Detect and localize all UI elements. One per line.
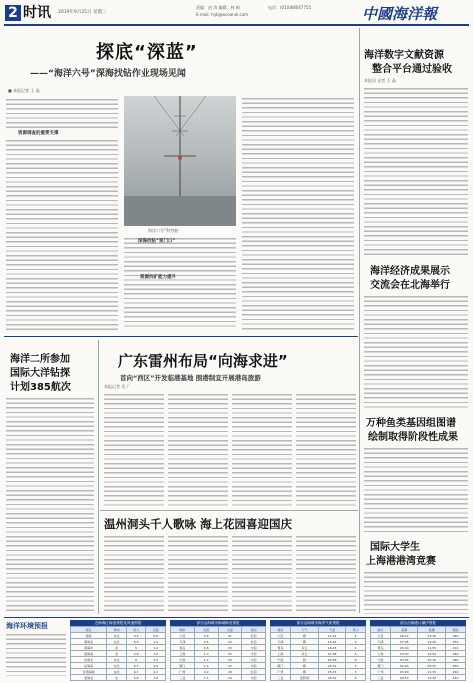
table-cell: 11:55: [418, 645, 446, 651]
table-cell: 5: [346, 657, 366, 663]
table-cell: 23: [218, 645, 242, 651]
right-bottom-title-2: 上海港港湾竞赛: [366, 556, 436, 567]
table-cell: 中浪: [242, 651, 266, 657]
table-row: [271, 675, 366, 681]
table-cell: 26-32: [318, 675, 345, 681]
table-cell: 雷阵雨: [290, 675, 318, 681]
right-lower-body: [364, 446, 468, 532]
left-box-body: [6, 396, 94, 612]
guangdong-body-3: [232, 392, 292, 506]
table-header-cell: 海况: [242, 627, 266, 633]
feature-photo: [124, 96, 236, 226]
table-row: [171, 675, 266, 681]
guangdong-byline: 本报记者 吴 广: [104, 384, 131, 389]
left-box-title-1: 海洋二所参加: [10, 354, 70, 365]
table-cell: 6-7: [126, 669, 146, 675]
forecast-table: [370, 626, 466, 681]
guangdong-body-4: [296, 392, 356, 506]
table-header-cell: 风力: [126, 627, 146, 633]
table-cell: 南海北: [71, 675, 107, 681]
editor-line: 责编：赵 涛 编辑：林 枫: [196, 5, 240, 10]
table-cell: 29: [218, 675, 242, 681]
table-cell: 5-6: [126, 639, 146, 645]
table-cell: 东北: [107, 669, 127, 675]
feature-body-col2: [124, 236, 236, 330]
table-cell: 1.2: [194, 657, 218, 663]
table-cell: 0.9: [194, 669, 218, 675]
table-cell: 21: [218, 633, 242, 639]
right-middle-title-1: 海洋经济成果展示: [370, 266, 450, 277]
table-cell: 350: [445, 639, 465, 645]
table-cell: 08:55: [418, 663, 446, 669]
table-cell: 渤海: [71, 633, 107, 639]
table-cell: 大连: [171, 633, 195, 639]
forecast-table-title: 部分沿海城市海域海况预报: [170, 620, 266, 626]
feature-body-col1: [6, 97, 118, 129]
forecast-table-block: [70, 620, 166, 681]
phone-line: 电话：(010)68047755: [268, 5, 312, 10]
table-header-cell: 风力: [346, 627, 366, 633]
footer-logo: 海洋环境预报: [6, 622, 48, 630]
table-cell: 380: [445, 651, 465, 657]
table-cell: 青岛: [271, 645, 291, 651]
table-cell: 1.2: [146, 639, 166, 645]
table-header-cell: 浪高: [146, 627, 166, 633]
right-lower-title-1: 万种鱼类基因组图谱: [366, 418, 456, 429]
table-cell: 22: [218, 639, 242, 645]
table-cell: 260: [445, 669, 465, 675]
table-cell: 05:40: [390, 645, 418, 651]
table-cell: 广州: [171, 669, 195, 675]
table-cell: 07:05: [390, 639, 418, 645]
table-row: [71, 675, 166, 681]
table-cell: 390: [445, 657, 465, 663]
table-cell: 中浪: [242, 657, 266, 663]
table-cell: 晴: [290, 633, 318, 639]
table-cell: 台湾海峡: [71, 669, 107, 675]
table-cell: 25: [218, 651, 242, 657]
table-cell: 4: [346, 633, 366, 639]
table-cell: 黄海中: [71, 645, 107, 651]
table-cell: 广州: [371, 669, 391, 675]
table-header-cell: 低潮: [418, 627, 446, 633]
feature-title: 探底“深蓝”: [96, 42, 198, 63]
table-cell: 上海: [371, 651, 391, 657]
table-cell: 0.8: [194, 645, 218, 651]
feature-body-col3: [242, 96, 354, 330]
right-bottom-title-1: 国际大学生: [370, 542, 420, 553]
table-cell: 10:10: [418, 657, 446, 663]
ship-derrick-graphic: [124, 96, 236, 226]
table-cell: 中浪: [242, 645, 266, 651]
right-top-byline: 本报讯 记者 王 晶: [364, 78, 396, 83]
table-cell: 4-5: [126, 633, 146, 639]
forecast-table: [170, 626, 266, 681]
right-bottom-body: [364, 570, 468, 614]
footer-logo-notes: [6, 632, 66, 676]
forecast-table-block: [370, 620, 466, 681]
table-header-cell: 气温: [318, 627, 345, 633]
guangdong-title: 广东雷州布局“向海求进”: [118, 352, 288, 370]
table-header-cell: 城市: [271, 627, 291, 633]
table-cell: 25-33: [318, 669, 345, 675]
feature-byline: ■ 本报记者 王 晶: [8, 88, 40, 93]
table-cell: 0.8: [146, 633, 166, 639]
table-cell: 中浪: [242, 663, 266, 669]
table-cell: 14-24: [318, 633, 345, 639]
table-cell: 宁波: [371, 657, 391, 663]
table-header-cell: 城市: [171, 627, 195, 633]
table-cell: 黄海北: [71, 639, 107, 645]
table-cell: 13:20: [418, 639, 446, 645]
right-top-title-2: 整合平台通过验收: [372, 64, 452, 75]
table-cell: 晴: [290, 669, 318, 675]
feature-subhead-2: 深海找钻“家门口”: [138, 239, 176, 244]
table-header-cell: 海区: [71, 627, 107, 633]
forecast-table-block: [170, 620, 266, 681]
table-cell: 0.5: [194, 639, 218, 645]
table-cell: 5-6: [126, 651, 146, 657]
wenzhou-body-1: [104, 534, 164, 612]
table-cell: 15:40: [418, 675, 446, 681]
table-cell: 北: [107, 645, 127, 651]
table-cell: 多云: [290, 651, 318, 657]
wenzhou-body-4: [296, 534, 356, 612]
table-cell: 3: [346, 639, 366, 645]
table-cell: 1.1: [194, 675, 218, 681]
table-cell: 上海: [271, 651, 291, 657]
table-cell: 宁波: [271, 657, 291, 663]
table-cell: 三亚: [371, 675, 391, 681]
table-cell: 4: [346, 651, 366, 657]
forecast-table: [70, 626, 166, 681]
table-cell: 东北: [107, 639, 127, 645]
table-header-cell: 风向: [107, 627, 127, 633]
table-cell: 5-6: [126, 675, 146, 681]
guangdong-body-2: [168, 392, 228, 506]
table-cell: 5: [346, 663, 366, 669]
table-header-cell: 高潮: [390, 627, 418, 633]
table-cell: 560: [445, 663, 465, 669]
table-cell: 4: [346, 645, 366, 651]
forecast-table-title: 近海海区海浪预报及风速预报: [70, 620, 166, 626]
table-cell: 天津: [171, 639, 195, 645]
wenzhou-body-2: [168, 534, 228, 612]
table-row: [371, 675, 466, 681]
table-cell: 6: [126, 657, 146, 663]
table-cell: 2.2: [146, 669, 166, 675]
forecast-table: [270, 626, 366, 681]
table-cell: 26: [218, 657, 242, 663]
table-cell: 05:20: [390, 669, 418, 675]
right-top-title-1: 海洋数字文献资源: [364, 50, 444, 61]
table-cell: 04:30: [390, 651, 418, 657]
table-cell: 27: [218, 663, 242, 669]
table-cell: 09:10: [390, 675, 418, 681]
table-cell: 东北: [107, 633, 127, 639]
table-header-cell: 港口: [371, 627, 391, 633]
table-cell: 上海: [171, 651, 195, 657]
table-cell: 大连: [271, 633, 291, 639]
table-cell: 18-25: [318, 645, 345, 651]
table-cell: 3: [346, 669, 366, 675]
right-lower-title-2: 绘制取得阶段性成果: [368, 432, 458, 443]
table-cell: 2.0: [146, 657, 166, 663]
table-cell: 阴: [290, 657, 318, 663]
table-cell: 东北: [107, 663, 127, 669]
table-cell: 0.6: [194, 633, 218, 639]
table-cell: 东海南: [71, 663, 107, 669]
table-cell: 02:40: [390, 663, 418, 669]
guangdong-body-1: [104, 392, 164, 506]
feature-subtitle: ——“海洋六号”深海找钻作业现场见闻: [30, 69, 186, 79]
table-cell: 轻浪: [242, 669, 266, 675]
table-cell: 15-26: [318, 639, 345, 645]
table-cell: 10:50: [418, 651, 446, 657]
table-cell: 宁波: [171, 657, 195, 663]
footer-rule: [4, 617, 469, 618]
table-cell: 12:30: [418, 633, 446, 639]
table-cell: 1.0: [146, 645, 166, 651]
table-cell: 28: [218, 669, 242, 675]
table-cell: 410: [445, 645, 465, 651]
mid-rule: [4, 336, 358, 337]
table-cell: 北: [107, 651, 127, 657]
email-line: E-mail: hyb@oceanol.com: [196, 12, 249, 17]
table-cell: 青岛: [371, 645, 391, 651]
table-cell: 11:35: [418, 669, 446, 675]
wenzhou-rule: [100, 510, 358, 511]
table-cell: 22-28: [318, 657, 345, 663]
table-cell: 轻浪: [242, 633, 266, 639]
wenzhou-title: 温州洞头千人歌咏 海上花园喜迎国庆: [104, 517, 293, 531]
forecast-table-title: 部分沿海港口潮汐预报: [370, 620, 466, 626]
right-top-body: [364, 86, 468, 256]
right-middle-title-2: 交流会在北海举行: [370, 280, 450, 291]
left-box-divider: [98, 340, 99, 614]
page-number-badge: 2: [5, 5, 21, 21]
masthead-rule: [4, 24, 469, 26]
table-cell: 三亚: [171, 675, 195, 681]
table-cell: 06:12: [390, 633, 418, 639]
feature-subhead-3: 资源找矿能力提升: [140, 275, 176, 280]
table-cell: 黄海南: [71, 651, 107, 657]
section-title: 时讯: [23, 5, 51, 21]
table-cell: 24-31: [318, 663, 345, 669]
table-cell: 晴: [290, 639, 318, 645]
table-cell: 21-28: [318, 651, 345, 657]
table-cell: 5: [126, 645, 146, 651]
table-cell: 东: [107, 675, 127, 681]
table-cell: 140: [445, 675, 465, 681]
left-box-title-2: 国际大洋钻探: [10, 368, 70, 379]
newspaper-logo: 中國海洋報: [362, 5, 438, 23]
table-cell: 6-7: [126, 663, 146, 669]
issue-date: 2019年9月25日 星期三: [58, 10, 107, 15]
table-cell: 中浪: [242, 675, 266, 681]
table-cell: 03:55: [390, 657, 418, 663]
table-header-cell: 天气: [290, 627, 318, 633]
table-cell: 320: [445, 633, 465, 639]
right-column-divider: [359, 28, 360, 613]
forecast-table-title: 部分沿海城市海洋气象预报: [270, 620, 366, 626]
table-cell: 晴: [290, 663, 318, 669]
feature-photo-caption: 海洋六号”科考船: [148, 228, 179, 233]
table-cell: 广州: [271, 669, 291, 675]
forecast-table-block: [270, 620, 366, 681]
right-middle-body: [364, 294, 468, 408]
table-cell: 东北: [107, 657, 127, 663]
table-cell: 东海北: [71, 657, 107, 663]
table-header-cell: 浪高: [194, 627, 218, 633]
table-cell: 天津: [271, 639, 291, 645]
table-cell: 4: [346, 675, 366, 681]
table-header-cell: 潮高: [445, 627, 465, 633]
table-cell: 轻浪: [242, 639, 266, 645]
table-cell: 厦门: [371, 663, 391, 669]
table-cell: 1.0: [194, 651, 218, 657]
table-cell: 天津: [371, 639, 391, 645]
table-cell: 1.3: [194, 663, 218, 669]
table-cell: 厦门: [171, 663, 195, 669]
table-header-cell: 水温: [218, 627, 242, 633]
table-cell: 1.8: [146, 675, 166, 681]
table-cell: 1.5: [146, 651, 166, 657]
table-cell: 青岛: [171, 645, 195, 651]
feature-subhead-1: 资源调查的重要支撑: [18, 131, 59, 136]
table-cell: 厦门: [271, 663, 291, 669]
table-cell: 三亚: [271, 675, 291, 681]
table-cell: 多云: [290, 645, 318, 651]
table-cell: 2.5: [146, 663, 166, 669]
feature-body-col1b: [6, 138, 118, 330]
table-cell: 大连: [371, 633, 391, 639]
wenzhou-body-3: [232, 534, 292, 612]
guangdong-subtitle: 首向“西区”开发临港基地 围港制宜开展港岛旅游: [120, 374, 261, 382]
left-box-title-3: 计划385航次: [10, 382, 71, 393]
